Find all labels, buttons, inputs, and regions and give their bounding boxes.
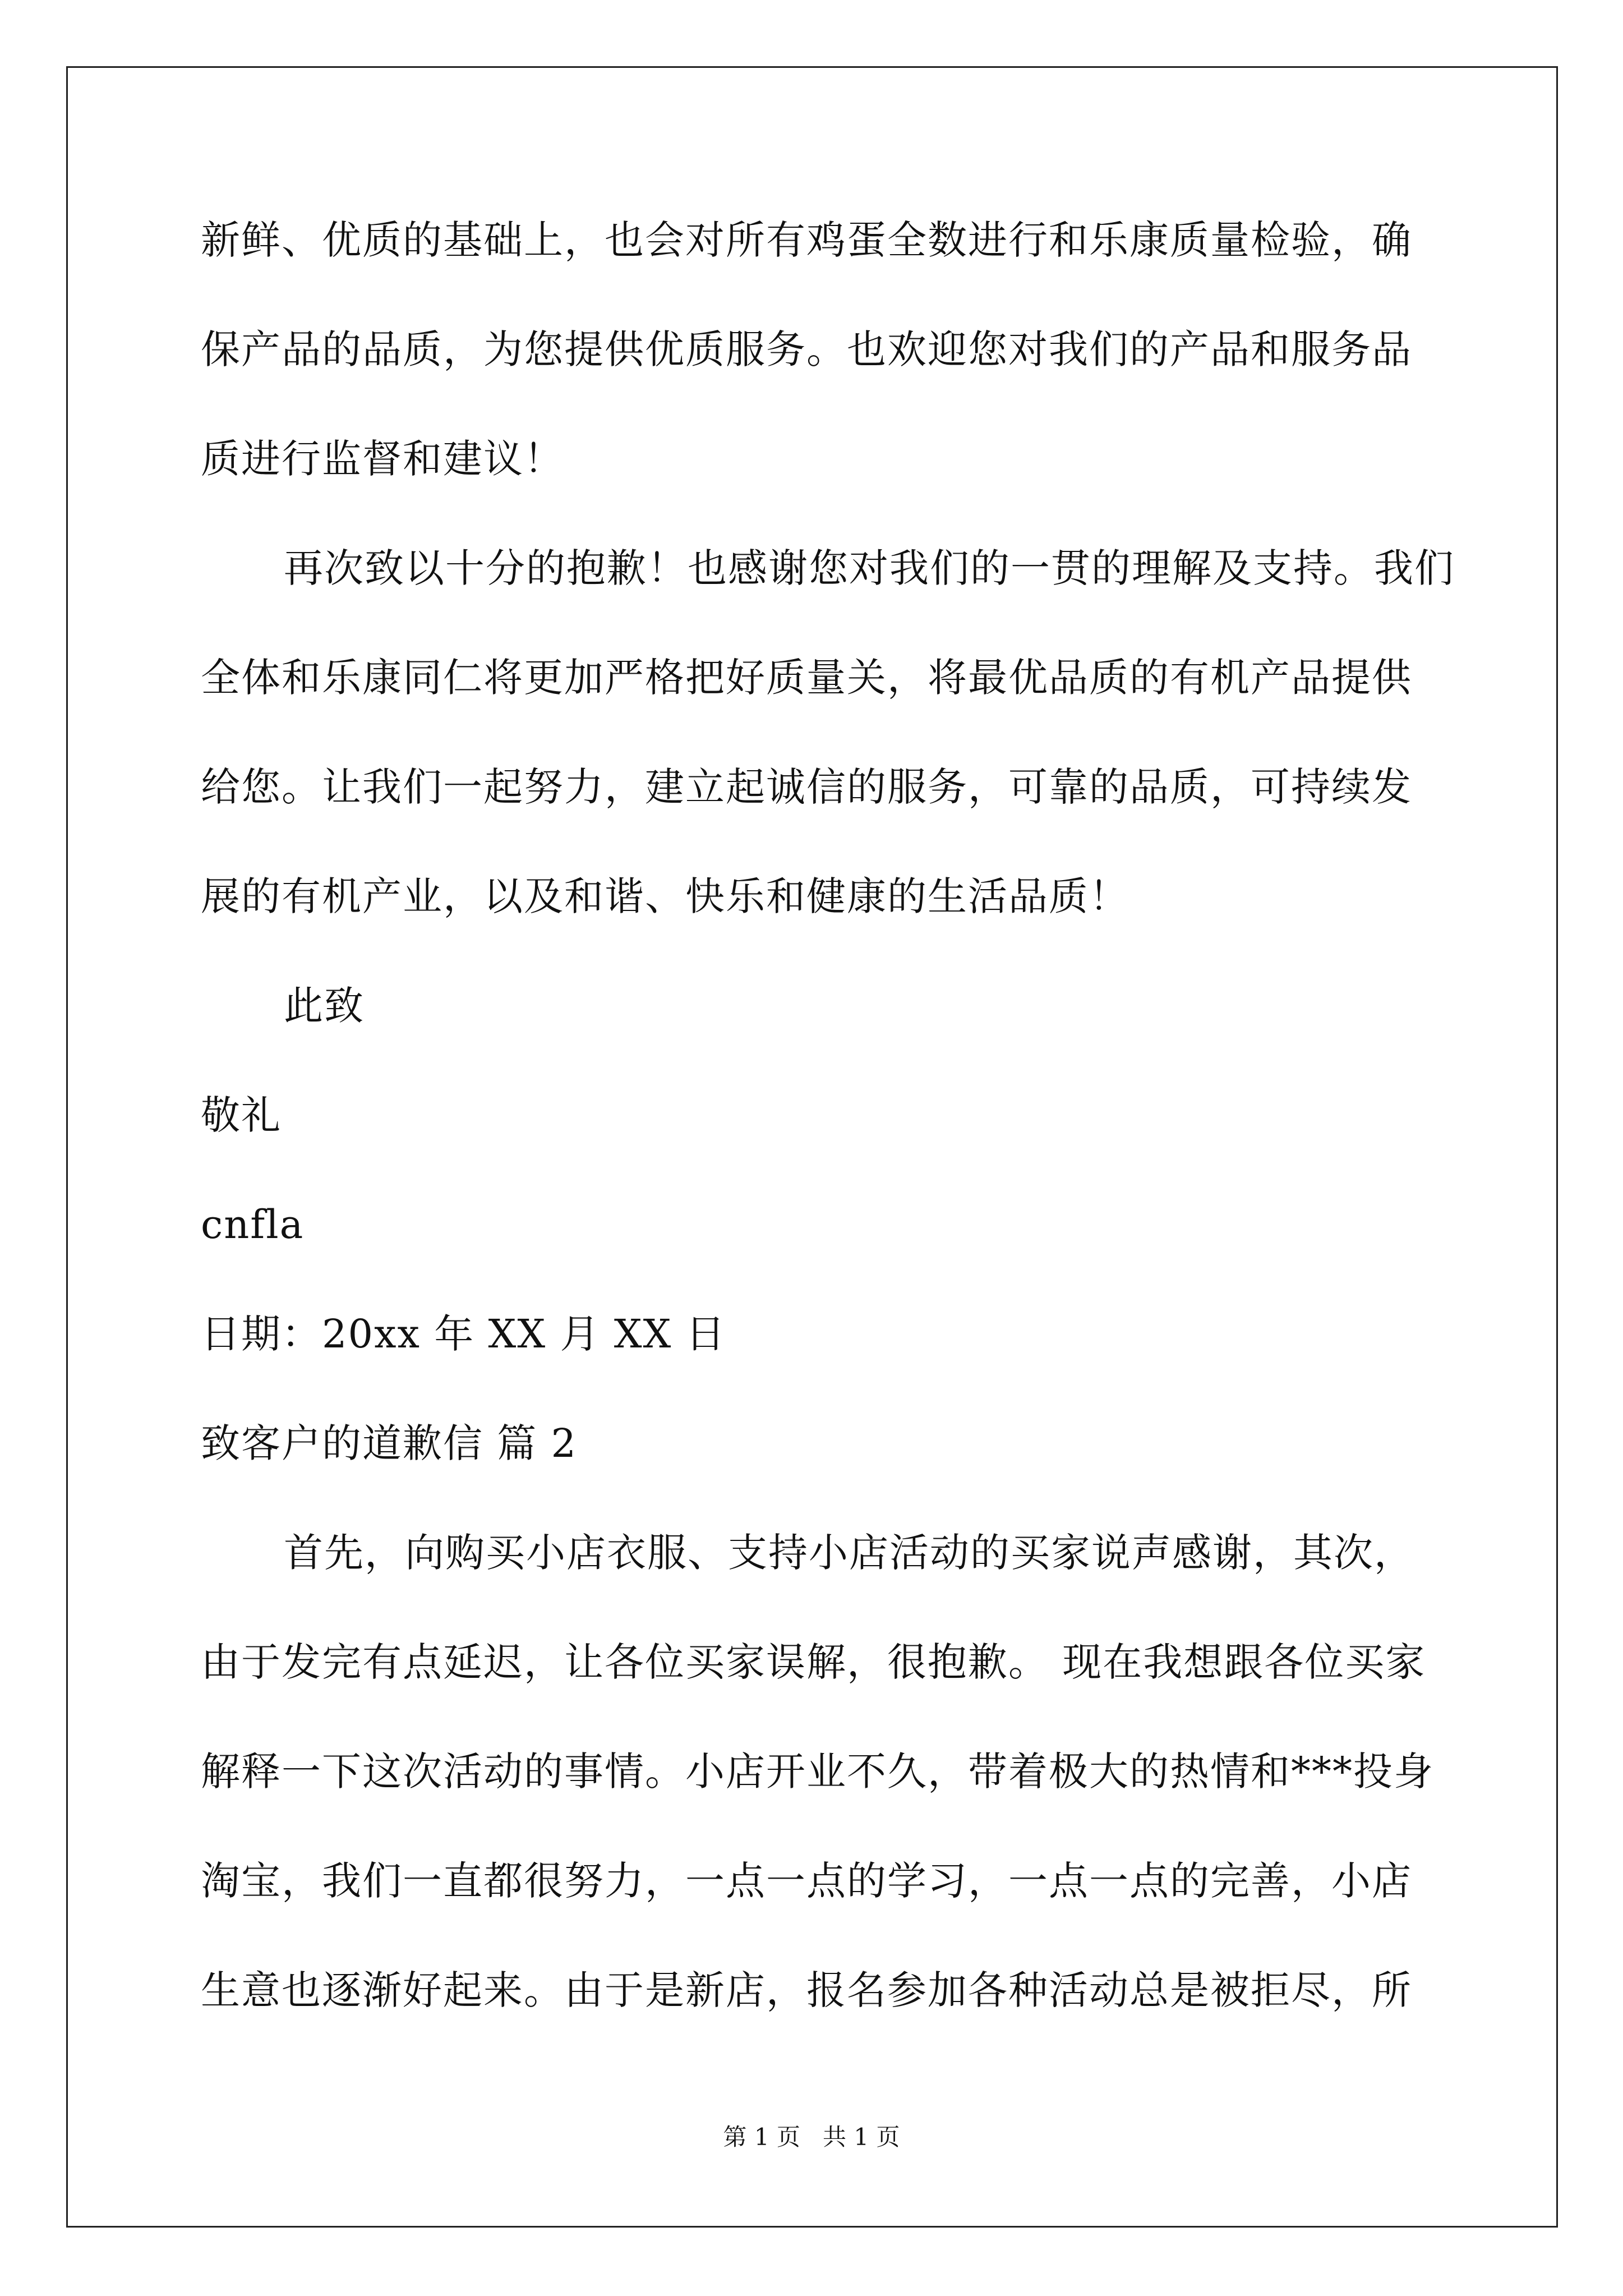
- body-line: 质进行监督和建议！: [201, 436, 564, 482]
- signature-name: cnfla: [201, 1202, 305, 1248]
- closing-salutation: 此致: [284, 983, 365, 1029]
- body-line: 全体和乐康同仁将更加严格把好质量关，将最优品质的有机产品提供: [201, 655, 1412, 701]
- body-line: 解释一下这次活动的事情。小店开业不久，带着极大的热情和***投身: [201, 1749, 1434, 1795]
- body-line: 淘宝，我们一直都很努力，一点一点的学习，一点一点的完善，小店: [201, 1858, 1412, 1904]
- body-line: 由于发完有点延迟，让各位买家误解，很抱歉。 现在我想跟各位买家: [201, 1639, 1426, 1685]
- paragraph-start-line: 再次致以十分的抱歉！也感谢您对我们的一贯的理解及支持。我们: [284, 545, 1455, 591]
- closing-regards: 敬礼: [201, 1092, 282, 1138]
- body-line: 新鲜、优质的基础上，也会对所有鸡蛋全数进行和乐康质量检验，确: [201, 217, 1412, 263]
- page-footer: 第 1 页 共 1 页: [723, 2123, 900, 2151]
- body-line: 保产品的品质，为您提供优质服务。也欢迎您对我们的产品和服务品: [201, 326, 1412, 372]
- date-line: 日期：20xx 年 XX 月 XX 日: [201, 1311, 726, 1357]
- section-heading: 致客户的道歉信 篇 2: [201, 1420, 578, 1466]
- body-line: 生意也逐渐好起来。由于是新店，报名参加各种活动总是被拒尽，所: [201, 1967, 1412, 2013]
- body-line: 展的有机产业，以及和谐、快乐和健康的生活品质！: [201, 873, 1129, 919]
- paragraph-start-line: 首先，向购买小店衣服、支持小店活动的买家说声感谢，其次，: [284, 1530, 1414, 1576]
- body-line: 给您。让我们一起努力，建立起诚信的服务，可靠的品质，可持续发: [201, 764, 1412, 810]
